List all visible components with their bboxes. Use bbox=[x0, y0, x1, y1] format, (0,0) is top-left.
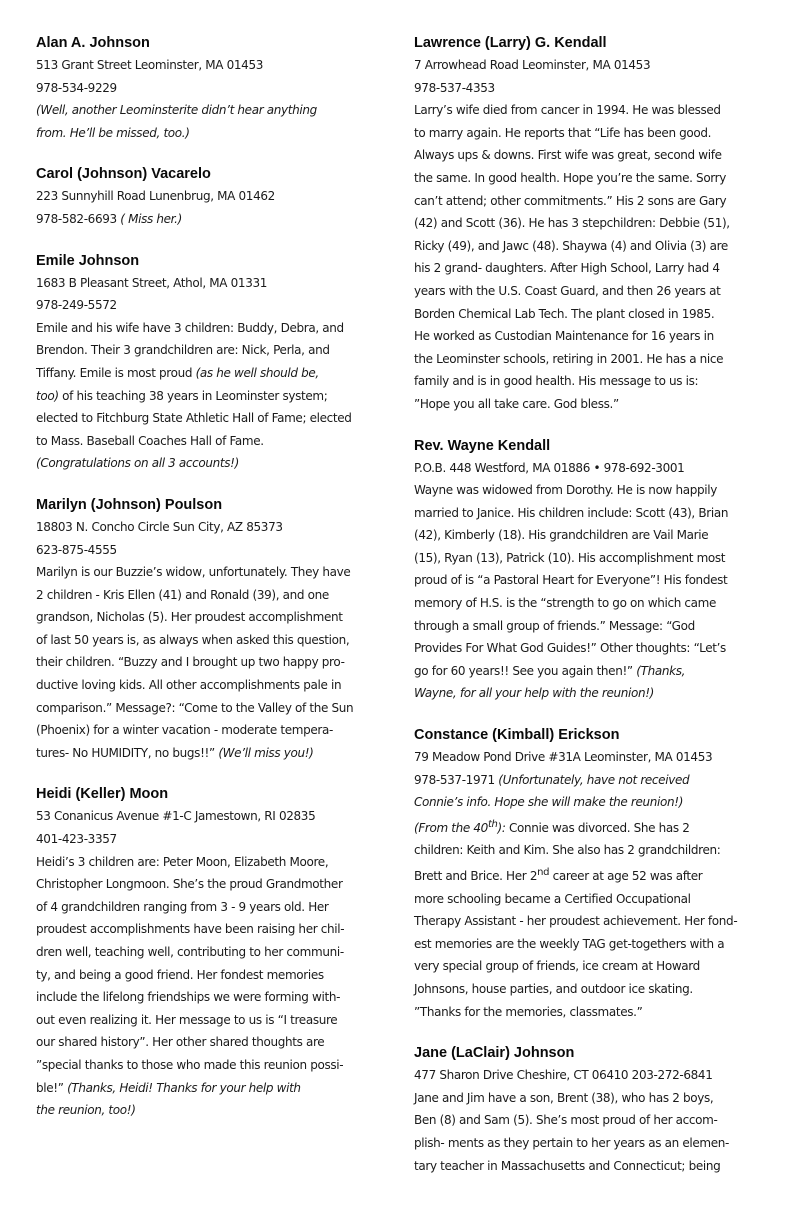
text-segment: (Phoenix) for a winter vacation - moderate tempera- bbox=[36, 723, 333, 738]
text-line bbox=[414, 1155, 764, 1178]
text-line bbox=[36, 1077, 386, 1100]
text-line bbox=[36, 1099, 386, 1122]
classmate-entry bbox=[414, 724, 764, 1023]
text-segment: married to Janice. His children include: Scott (43), Brian bbox=[414, 505, 729, 520]
classmate-name: Alan A. Johnson bbox=[36, 35, 150, 51]
text-segment: Marilyn is our Buzzie’s widow, unfortunately. They have bbox=[36, 565, 351, 580]
text-line bbox=[414, 370, 764, 393]
text-line bbox=[414, 54, 764, 77]
text-segment: ductive loving kids. All other accomplishments pale in bbox=[36, 678, 342, 693]
text-segment: 223 Sunnyhill Road Lunenbrug, MA 01462 bbox=[36, 189, 275, 204]
text-segment: Borden Chemical Lab Tech. The plant closed in 1985. bbox=[414, 306, 715, 321]
text-line bbox=[414, 257, 764, 280]
text-line bbox=[414, 746, 764, 769]
text-line bbox=[36, 539, 386, 562]
text-segment: to marry again. He reports that “Life has been good. bbox=[414, 125, 712, 140]
text-segment: (42), Kimberly (18). His grandchildren are Vail Marie bbox=[414, 528, 709, 543]
text-line bbox=[414, 660, 764, 683]
italic-comment: Connie’s info. Hope she will make the reunion!) bbox=[414, 795, 684, 810]
text-segment: 978-537-1971 bbox=[414, 772, 499, 787]
text-segment: 7 Arrowhead Road Leominster, MA 01453 bbox=[414, 58, 651, 72]
italic-comment: too) bbox=[36, 388, 59, 403]
classmate-name: Lawrence (Larry) G. Kendall bbox=[414, 35, 607, 51]
text-segment: career at age 52 was after bbox=[549, 869, 703, 883]
italic-comment: (as he well should be, bbox=[195, 365, 319, 380]
text-line bbox=[414, 122, 764, 145]
classmate-entry bbox=[36, 783, 386, 1121]
text-line bbox=[36, 719, 386, 742]
text-line bbox=[36, 896, 386, 919]
text-line bbox=[36, 805, 386, 828]
italic-comment: (Thanks, Heidi! Thanks for your help with bbox=[67, 1080, 301, 1095]
text-line bbox=[36, 294, 386, 317]
text-segment: can’t attend; other commitments.” His 2 sons are Gary bbox=[414, 193, 727, 208]
text-line bbox=[414, 144, 764, 167]
text-line bbox=[414, 235, 764, 258]
text-line bbox=[414, 791, 764, 814]
text-line bbox=[36, 918, 386, 941]
italic-comment: (Unfortunately, have not received bbox=[498, 772, 690, 787]
text-line bbox=[414, 592, 764, 615]
superscript-text: nd bbox=[537, 867, 550, 878]
text-line bbox=[36, 122, 386, 145]
text-segment: Wayne was widowed from Dorothy. He is now happily bbox=[414, 483, 718, 498]
text-segment: 477 Sharon Drive Cheshire, CT 06410 203-272-6841 bbox=[414, 1068, 713, 1083]
text-line bbox=[414, 1087, 764, 1110]
text-segment: 1683 B Pleasant Street, Athol, MA 01331 bbox=[36, 275, 268, 290]
classmate-name: Heidi (Keller) Moon bbox=[36, 786, 169, 803]
italic-comment: Wayne, for all your help with the reunion!) bbox=[414, 686, 655, 701]
text-segment: tary teacher in Massachusetts and Connecticut; being bbox=[414, 1158, 721, 1173]
text-line bbox=[36, 584, 386, 607]
text-line bbox=[36, 1054, 386, 1077]
text-segment: (42) and Scott (36). He has 3 stepchildren: Debbie (51), bbox=[414, 216, 730, 231]
classmate-entry bbox=[414, 32, 764, 416]
italic-comment: from. He’ll be missed, too.) bbox=[36, 125, 190, 140]
text-line bbox=[36, 407, 386, 430]
text-line bbox=[36, 317, 386, 340]
text-line bbox=[414, 77, 764, 100]
superscript-text: th bbox=[487, 818, 498, 830]
text-line bbox=[414, 99, 764, 122]
text-line bbox=[414, 839, 764, 862]
text-line bbox=[414, 637, 764, 660]
text-segment: 401-423-3357 bbox=[36, 832, 117, 847]
text-segment: Always ups & downs. First wife was great, second wife bbox=[414, 148, 722, 163]
text-line bbox=[36, 339, 386, 362]
left-column bbox=[36, 32, 386, 1141]
text-line bbox=[36, 185, 386, 208]
text-segment: through a small group of friends.” Message: “God bbox=[414, 618, 695, 633]
text-segment: Provides For What God Guides!” Other thoughts: “Let’s bbox=[414, 641, 726, 656]
text-line bbox=[36, 651, 386, 674]
right-column bbox=[414, 32, 764, 1196]
text-line bbox=[414, 479, 764, 502]
text-segment: grandson, Nicholas (5). Her proudest accomplishment bbox=[36, 610, 343, 625]
text-segment: the same. In good health. Hope you’re the same. Sorry bbox=[414, 170, 727, 185]
italic-comment: ( Miss her.) bbox=[120, 211, 182, 226]
text-line bbox=[414, 348, 764, 371]
text-line bbox=[36, 606, 386, 629]
text-line bbox=[36, 964, 386, 987]
text-line bbox=[414, 615, 764, 638]
text-segment: P.O.B. 448 Westford, MA 01886 • 978-692-3001 bbox=[414, 460, 685, 475]
italic-comment: (Thanks, bbox=[636, 663, 686, 678]
text-segment: 79 Meadow Pond Drive #31A Leominster, MA 01453 bbox=[414, 750, 713, 765]
text-segment: Emile and his wife have 3 children: Buddy, Debra, and bbox=[36, 320, 344, 335]
text-segment: Johnsons, house parties, and outdoor ice skating. bbox=[414, 981, 693, 996]
text-line bbox=[36, 516, 386, 539]
text-segment: the Leominster schools, retiring in 2001. He has a nice bbox=[414, 351, 724, 366]
text-line bbox=[414, 167, 764, 190]
text-segment: our shared history”. Her other shared thoughts are bbox=[36, 1035, 325, 1050]
text-line bbox=[414, 569, 764, 592]
text-line bbox=[414, 547, 764, 570]
text-segment: include the lifelong friendships we were forming with- bbox=[36, 990, 341, 1005]
classmate-entry bbox=[414, 435, 764, 706]
text-segment: more schooling became a Certified Occupational bbox=[414, 891, 691, 906]
text-line bbox=[36, 77, 386, 100]
text-line bbox=[414, 325, 764, 348]
text-segment: proudest accomplishments have been raising her chil- bbox=[36, 922, 345, 937]
text-segment: 18803 N. Concho Circle Sun City, AZ 85373 bbox=[36, 519, 283, 534]
classmate-name: Emile Johnson bbox=[36, 252, 140, 269]
text-segment: memory of H.S. is the “strength to go on which came bbox=[414, 596, 717, 611]
text-segment: dren well, teaching well, contributing to her communi- bbox=[36, 945, 344, 959]
text-segment: 978-249-5572 bbox=[36, 298, 117, 313]
text-line bbox=[36, 272, 386, 295]
text-line bbox=[414, 682, 764, 705]
text-segment: Brendon. Their 3 grandchildren are: Nick, Perla, and bbox=[36, 343, 330, 358]
text-line bbox=[36, 629, 386, 652]
text-line bbox=[36, 99, 386, 122]
text-segment: Brett and Brice. Her 2 bbox=[414, 869, 538, 883]
text-segment: 978-537-4353 bbox=[414, 80, 495, 95]
text-segment: Heidi’s 3 children are: Peter Moon, Elizabeth Moore, bbox=[36, 854, 329, 869]
classmate-name: Rev. Wayne Kendall bbox=[414, 437, 551, 454]
text-segment: Ben (8) and Sam (5). She’s most proud of her accom- bbox=[414, 1113, 718, 1128]
text-line bbox=[414, 1064, 764, 1087]
text-segment: comparison.” Message?: “Come to the Valley of the Sun bbox=[36, 700, 354, 715]
text-line bbox=[414, 303, 764, 326]
text-segment: out even realizing it. Her message to us is “I treasure bbox=[36, 1012, 338, 1027]
text-segment: 53 Conanicus Avenue #1-C Jamestown, RI 02835 bbox=[36, 809, 316, 824]
classmate-name: Constance (Kimball) Erickson bbox=[414, 727, 620, 744]
italic-comment: (Congratulations on all 3 accounts!) bbox=[36, 456, 239, 471]
text-segment: Connie was divorced. She has 2 bbox=[505, 820, 690, 835]
classmate-name: Carol (Johnson) Vacarelo bbox=[36, 166, 211, 183]
text-line bbox=[414, 1132, 764, 1155]
text-line bbox=[36, 697, 386, 720]
text-segment: elected to Fitchburg State Athletic Hall of Fame; elected bbox=[36, 411, 352, 426]
text-line bbox=[414, 1001, 764, 1024]
classmate-name: Jane (LaClair) Johnson bbox=[414, 1045, 575, 1062]
text-line bbox=[414, 978, 764, 1001]
text-line bbox=[36, 452, 386, 475]
text-line bbox=[36, 828, 386, 851]
text-segment: ”Thanks for the memories, classmates.” bbox=[414, 1004, 643, 1019]
text-line bbox=[36, 986, 386, 1009]
classmate-entry bbox=[36, 250, 386, 475]
text-line bbox=[414, 1109, 764, 1132]
italic-comment: (Well, another Leominsterite didn’t hear anything bbox=[36, 103, 317, 118]
text-segment: 623-875-4555 bbox=[36, 542, 117, 557]
text-segment: He worked as Custodian Maintenance for 16 years in bbox=[414, 329, 714, 344]
text-segment: go for 60 years!! See you again then!” bbox=[414, 663, 637, 678]
text-line bbox=[414, 524, 764, 547]
text-line bbox=[414, 933, 764, 956]
text-line bbox=[414, 393, 764, 416]
text-segment: of his teaching 38 years in Leominster system; bbox=[58, 388, 328, 403]
text-line bbox=[36, 54, 386, 77]
text-line bbox=[36, 674, 386, 697]
text-line bbox=[414, 190, 764, 213]
text-line bbox=[414, 502, 764, 525]
text-line bbox=[414, 769, 764, 792]
text-segment: to Mass. Baseball Coaches Hall of Fame. bbox=[36, 433, 264, 448]
text-segment: (15), Ryan (13), Patrick (10). His accomplishment most bbox=[414, 550, 726, 565]
text-line bbox=[414, 212, 764, 235]
text-segment: ty, and being a good friend. Her fondest memories bbox=[36, 967, 324, 982]
text-line bbox=[36, 561, 386, 584]
text-line bbox=[36, 362, 386, 385]
text-line bbox=[36, 208, 386, 231]
text-line bbox=[36, 742, 386, 765]
text-segment: his 2 grand- daughters. After High School, Larry had 4 bbox=[414, 261, 720, 276]
classmate-entry bbox=[36, 32, 386, 144]
text-line bbox=[36, 430, 386, 453]
text-segment: their children. “Buzzy and I brought up two happy pro- bbox=[36, 655, 345, 670]
text-line bbox=[36, 1009, 386, 1032]
italic-comment: ): bbox=[497, 820, 506, 835]
text-segment: Christopher Longmoon. She’s the proud Grandmother bbox=[36, 877, 343, 892]
text-line bbox=[414, 280, 764, 303]
text-line bbox=[414, 955, 764, 978]
text-segment: proud of is “a Pastoral Heart for Everyone”! His fondest bbox=[414, 573, 728, 588]
text-line bbox=[414, 888, 764, 911]
text-segment: tures- No HUMIDITY, no bugs!!” bbox=[36, 745, 219, 760]
text-segment: Jane and Jim have a son, Brent (38), who has 2 boys, bbox=[414, 1090, 714, 1105]
text-segment: 978-582-6693 bbox=[36, 211, 121, 226]
text-line bbox=[36, 385, 386, 408]
text-segment: Larry’s wife died from cancer in 1994. He was blessed bbox=[414, 103, 721, 118]
italic-comment: (We’ll miss you!) bbox=[218, 745, 314, 760]
classmate-entry bbox=[36, 494, 386, 765]
text-line bbox=[36, 1031, 386, 1054]
text-segment: plish- ments as they pertain to her years as an elemen- bbox=[414, 1135, 729, 1150]
classmate-entry bbox=[414, 1042, 764, 1177]
text-segment: years with the U.S. Coast Guard, and then 26 years at bbox=[414, 283, 721, 298]
text-segment: of last 50 years is, as always when asked this question, bbox=[36, 632, 350, 647]
text-segment: of 4 grandchildren ranging from 3 - 9 years old. Her bbox=[36, 899, 329, 914]
text-line bbox=[414, 814, 764, 840]
text-segment: Therapy Assistant - her proudest achievement. Her fond- bbox=[414, 914, 738, 929]
text-line bbox=[36, 873, 386, 896]
text-line bbox=[414, 862, 764, 888]
italic-comment: (From the 40 bbox=[414, 820, 488, 835]
classmate-entry bbox=[36, 163, 386, 230]
text-segment: ”Hope you all take care. God bless.” bbox=[414, 396, 619, 411]
text-line bbox=[36, 941, 386, 964]
text-segment: est memories are the weekly TAG get-togethers with a bbox=[414, 936, 725, 951]
text-segment: very special group of friends, ice cream at Howard bbox=[414, 959, 700, 974]
text-segment: 513 Grant Street Leominster, MA 01453 bbox=[36, 58, 264, 72]
italic-comment: the reunion, too!) bbox=[36, 1103, 136, 1118]
text-segment: children: Keith and Kim. She also has 2 grandchildren: bbox=[414, 843, 721, 858]
text-line bbox=[414, 457, 764, 480]
text-line bbox=[36, 851, 386, 874]
text-segment: ble!” bbox=[36, 1080, 68, 1095]
text-segment: 2 children - Kris Ellen (41) and Ronald (39), and one bbox=[36, 587, 329, 602]
text-segment: 978-534-9229 bbox=[36, 80, 117, 95]
text-segment: Tiffany. Emile is most proud bbox=[36, 365, 196, 380]
text-segment: ”special thanks to those who made this reunion possi- bbox=[36, 1057, 344, 1072]
classmate-name: Marilyn (Johnson) Poulson bbox=[36, 496, 223, 513]
text-segment: Ricky (49), and Jawc (48). Shaywa (4) and Olivia (3) are bbox=[414, 238, 728, 253]
text-line bbox=[414, 910, 764, 933]
text-segment: family and is in good health. His message to us is: bbox=[414, 374, 699, 389]
